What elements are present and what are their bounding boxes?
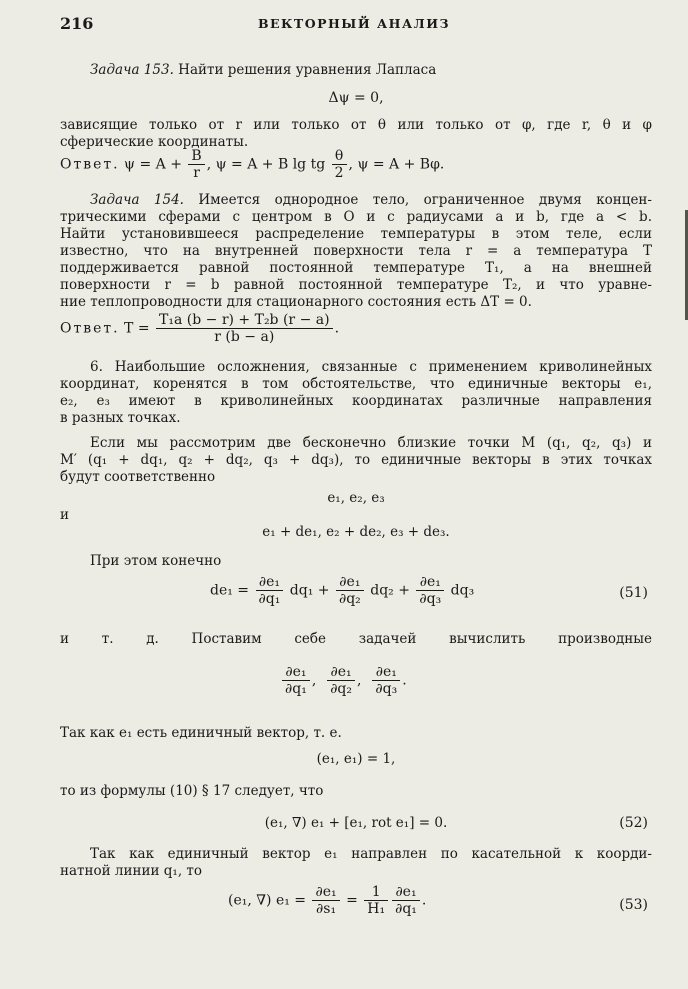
- problem-154-line-7: ние теплопроводности для стационарного состояния есть ΔT = 0.: [60, 294, 532, 310]
- problem-153-line-1: зависящие только от r или только от θ или только от φ, где r, θ и φ: [60, 117, 652, 133]
- problem-154-line-2: трическими сферами с центром в O и с радиусами a и b, где a < b.: [60, 209, 652, 225]
- unit-vectors: e₁, e₂, e₃: [327, 490, 385, 506]
- section-6-line-9: и т. д. Поставим себе задачей вычислить производные: [60, 631, 652, 647]
- derivatives-list: $\frac{\text{∂e₁}}{\text{∂q₁}}$ , $\frac{\text{∂e₁}}{\text{∂q₂}}$ , $\frac{\text{∂e₁}}{\text{∂q₃}}$ .: [280, 664, 407, 704]
- fraction-numerator: ∂e₁: [282, 664, 310, 681]
- fraction-denominator: ∂q₁: [258, 591, 281, 607]
- fraction-denominator: r (b − a): [214, 329, 275, 345]
- section-6-line-1: 6. Наибольшие осложнения, связанные с применением криволинейных: [90, 359, 652, 375]
- equation-53-equals: =: [341, 892, 363, 909]
- equation-51-number: (51): [619, 585, 648, 601]
- problem-154-line-4: известно, что на внутренней поверхности тела r = a температура T: [60, 243, 652, 259]
- partial-fraction: [256, 574, 284, 607]
- running-head: ВЕКТОРНЫЙ АНАЛИЗ: [257, 16, 451, 31]
- section-6-line-3: e₂, e₃ имеют в криволинейных координатах различные направления: [60, 393, 652, 409]
- section-6-line-2: координат, коренятся в том обстоятельстве, что единичные векторы e₁,: [60, 376, 652, 392]
- problem-154-answer: Ответ. T = $\frac{\text{T₁a (b − r) + T₂b (r − a)}}{r (b - a)}$ .: [60, 312, 340, 345]
- answer-153-fraction-2: [332, 148, 347, 181]
- fraction-numerator: ∂e₁: [327, 664, 355, 681]
- fraction-denominator: ∂q₃: [375, 681, 398, 697]
- fraction-numerator: ∂e₁: [416, 574, 444, 591]
- fraction-numerator: B: [188, 148, 204, 165]
- section-6-line-13: натной линии q₁, то: [60, 863, 203, 879]
- unit-vector-condition: (e₁, e₁) = 1,: [316, 751, 396, 767]
- equation-51-term: dq₁ +: [285, 582, 334, 599]
- partial-fraction: [392, 884, 420, 917]
- fraction-numerator: ∂e₁: [312, 884, 339, 901]
- coefficient-fraction: [364, 884, 388, 917]
- problem-154-line-6: поверхности r = b равной постоянной температуре T₂, и что уравне-: [60, 277, 652, 293]
- equation-53: [228, 884, 426, 924]
- section-6-line-11: то из формулы (10) § 17 следует, что: [60, 783, 324, 799]
- fraction-denominator: ∂q₃: [419, 591, 442, 607]
- answer-153-fraction-1: [188, 148, 204, 181]
- answer-153-part-3: , ψ = A + Bφ.: [348, 156, 445, 173]
- partial-fraction: [372, 664, 400, 697]
- section-6-line-5: Если мы рассмотрим две бесконечно близкие точки M (q₁, q₂, q₃) и: [90, 435, 652, 451]
- equation-53-end: .: [421, 892, 427, 909]
- equation-51-left: de₁ =: [210, 582, 254, 599]
- problem-153-line-2: сферические координаты.: [60, 134, 249, 150]
- problem-153-statement: [60, 62, 652, 78]
- section-6-line-4: в разных точках.: [60, 410, 181, 426]
- fraction-denominator: H₁: [367, 901, 386, 917]
- answer-154-fraction: [156, 312, 333, 345]
- equation-51-term: dq₂ +: [365, 582, 415, 599]
- answer-label: Ответ.: [60, 320, 120, 337]
- section-6-line-8: При этом конечно: [90, 553, 222, 569]
- fraction-denominator: ∂q₂: [338, 591, 361, 607]
- partial-fraction: [336, 574, 364, 607]
- section-6-line-6: M′ (q₁ + dq₁, q₂ + dq₂, q₃ + dq₃), то единичные векторы в этих точках: [60, 452, 652, 468]
- partial-fraction: [327, 664, 355, 697]
- partial-fraction: [416, 574, 444, 607]
- problem-154-line-3: Найти установившееся распределение температуры в этом теле, если: [60, 226, 652, 242]
- laplace-equation: Δψ = 0,: [328, 90, 384, 106]
- section-6-line-12: Так как единичный вектор e₁ направлен по касательной к коорди-: [90, 846, 652, 862]
- answer-label: Ответ.: [60, 156, 120, 173]
- equation-53-number: (53): [619, 897, 648, 913]
- answer-154-left: T =: [124, 320, 155, 337]
- partial-fraction: [282, 664, 310, 697]
- answer-153-part-2: , ψ = A + B lg tg: [206, 156, 330, 173]
- fraction-numerator: T₁a (b − r) + T₂b (r − a): [156, 312, 333, 329]
- problem-153-answer: [60, 148, 648, 188]
- conjunction-and: и: [60, 507, 69, 523]
- fraction-denominator: ∂q₂: [330, 681, 353, 697]
- fraction-numerator: ∂e₁: [392, 884, 420, 901]
- page-number: 216: [60, 14, 94, 33]
- partial-fraction: [312, 884, 339, 917]
- fraction-numerator: ∂e₁: [372, 664, 400, 681]
- equation-51: [210, 574, 474, 614]
- displaced-unit-vectors: e₁ + de₁, e₂ + de₂, e₃ + de₃.: [262, 524, 450, 540]
- problem-154-line-1: [60, 192, 652, 208]
- problem-153-label: Задача 153.: [90, 62, 174, 78]
- equation-52: (e₁, ∇) e₁ + [e₁, rot e₁] = 0.: [264, 815, 448, 831]
- problem-154-line-5: поддерживается равной постоянной температуре T₁, а на внешней: [60, 260, 652, 276]
- fraction-numerator: ∂e₁: [336, 574, 364, 591]
- fraction-numerator: ∂e₁: [256, 574, 284, 591]
- fraction-numerator: 1: [364, 884, 388, 901]
- equation-53-left: (e₁, ∇) e₁ =: [228, 892, 311, 909]
- fraction-denominator: r: [193, 165, 200, 181]
- section-6-line-7: будут соответственно: [60, 469, 216, 485]
- fraction-denominator: ∂s₁: [316, 901, 337, 917]
- equation-51-term: dq₃: [446, 582, 475, 599]
- fraction-denominator: 2: [334, 165, 344, 181]
- problem-153-text: Найти решения уравнения Лапласа: [178, 62, 437, 78]
- page-header: [60, 14, 648, 38]
- problem-154-text: Имеется однородное тело, ограниченное двумя концен-: [198, 192, 652, 208]
- answer-153-part-1: ψ = A +: [124, 156, 187, 173]
- section-6-line-10: Так как e₁ есть единичный вектор, т. е.: [60, 725, 342, 741]
- fraction-denominator: ∂q₁: [285, 681, 307, 697]
- equation-52-number: (52): [619, 815, 648, 831]
- fraction-numerator: θ: [332, 148, 347, 165]
- problem-154-label: Задача 154.: [90, 192, 184, 208]
- fraction-denominator: ∂q₁: [395, 901, 417, 917]
